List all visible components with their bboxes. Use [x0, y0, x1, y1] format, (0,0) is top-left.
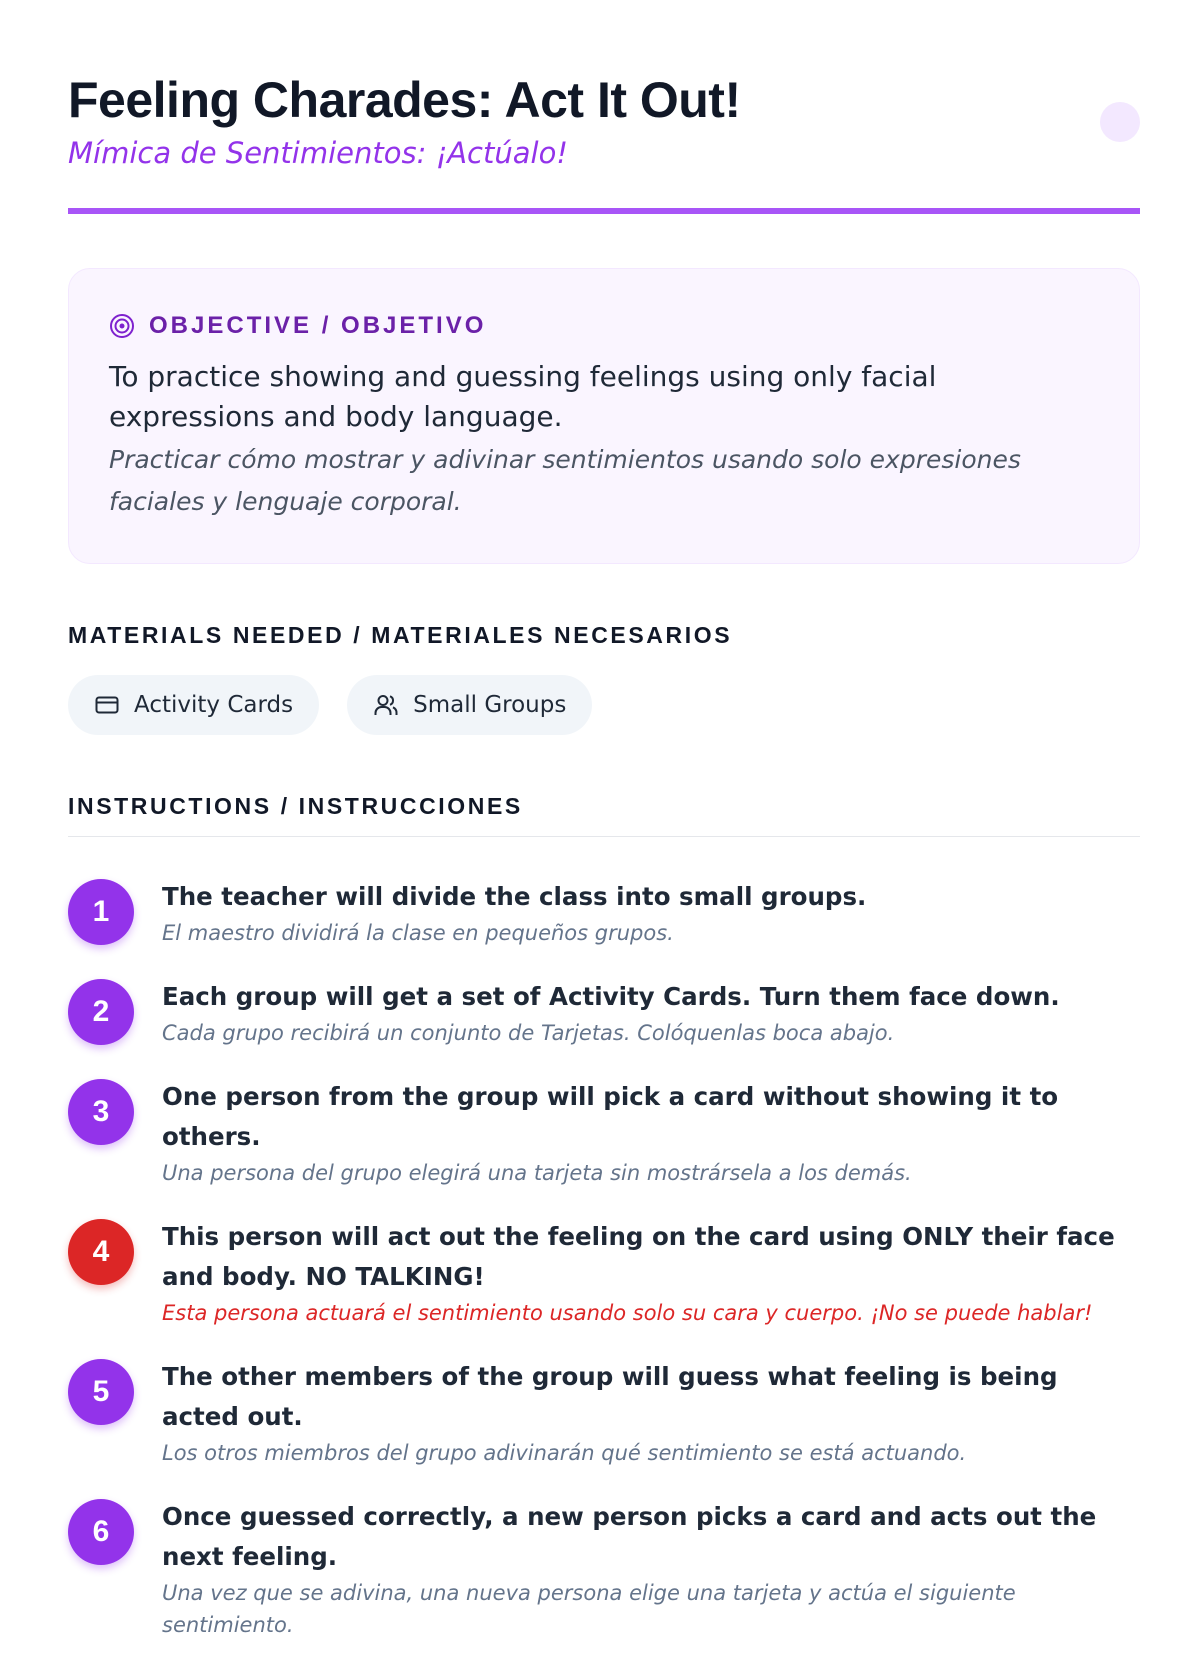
page-title: Feeling Charades: Act It Out! [68, 72, 741, 128]
instruction-step [68, 1497, 1140, 1641]
instruction-step-highlighted [68, 1217, 1140, 1329]
step-number: 3 [68, 1079, 134, 1145]
objective-text-es: Practicar cómo mostrar y adivinar sentimientos usando solo expresiones faciales y lenguaje corporal. [109, 445, 1021, 516]
step-text-en: Once guessed correctly, a new person picks a card and acts out the next feeling. [162, 1502, 1097, 1571]
objective-heading [109, 311, 1099, 341]
objective-text-en: To practice showing and guessing feelings using only facial expressions and body language. [109, 360, 937, 433]
objective-label: OBJECTIVE / OBJETIVO [149, 312, 487, 339]
material-chip-small-groups [347, 675, 592, 735]
step-text-en: The teacher will divide the class into small groups. [162, 882, 867, 911]
step-text-es-alert: Esta persona actuará el sentimiento usando solo su cara y cuerpo. ¡No se puede hablar! [162, 1301, 1093, 1325]
page-subtitle: Mímica de Sentimientos: ¡Actúalo! [68, 136, 568, 170]
instruction-step [68, 977, 1140, 1049]
step-number: 1 [68, 879, 134, 945]
instruction-steps [68, 877, 1140, 1641]
step-text-en: The other members of the group will guess what feeling is being acted out. [162, 1362, 1058, 1431]
step-text-en: Each group will get a set of Activity Cards. Turn them face down. [162, 982, 1060, 1011]
materials-list [68, 675, 1140, 735]
instruction-step [68, 877, 1140, 949]
instruction-step [68, 1357, 1140, 1469]
card-icon [94, 692, 120, 718]
material-chip-activity-cards [68, 675, 319, 735]
materials-title: MATERIALS NEEDED / MATERIALES NECESARIOS [68, 622, 733, 648]
instruction-step [68, 1077, 1140, 1189]
material-label: Activity Cards [134, 692, 294, 718]
step-number: 6 [68, 1499, 134, 1565]
users-icon [373, 692, 399, 718]
decorative-dot [1100, 102, 1140, 142]
page-header [68, 0, 1140, 214]
objective-box [68, 268, 1140, 564]
step-text-es: Los otros miembros del grupo adivinarán qué sentimiento se está actuando. [162, 1441, 967, 1465]
step-text-en: This person will act out the feeling on the card using ONLY their face and body. NO TALKING! [162, 1222, 1115, 1291]
material-label: Small Groups [413, 692, 567, 718]
step-text-en: One person from the group will pick a card without showing it to others. [162, 1082, 1059, 1151]
step-text-es: Una persona del grupo elegirá una tarjeta sin mostrársela a los demás. [162, 1161, 912, 1185]
step-number-alert: 4 [68, 1219, 134, 1285]
step-text-es: Una vez que se adivina, una nueva persona elige una tarjeta y actúa el siguiente sentimiento. [162, 1581, 1016, 1637]
step-text-es: El maestro dividirá la clase en pequeños grupos. [162, 921, 674, 945]
instructions-title: INSTRUCTIONS / INSTRUCCIONES [68, 793, 1140, 837]
activity-page [68, 0, 1140, 1669]
target-icon [109, 313, 135, 339]
step-text-es: Cada grupo recibirá un conjunto de Tarjetas. Colóquenlas boca abajo. [162, 1021, 895, 1045]
step-number: 5 [68, 1359, 134, 1425]
step-number: 2 [68, 979, 134, 1045]
